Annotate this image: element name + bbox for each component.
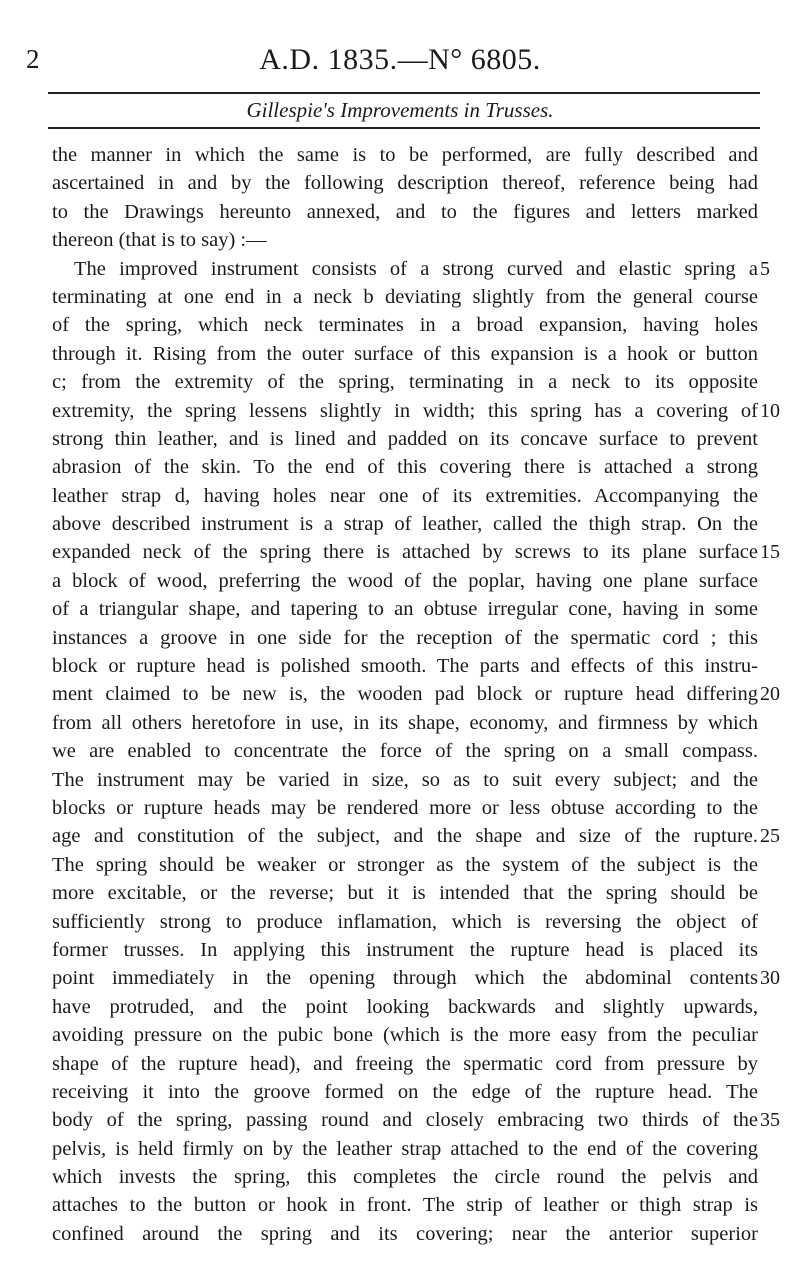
line-text: leather strap d, having holes near one of its extremities. Accompanying the: [52, 484, 758, 507]
text-line: [52, 709, 772, 737]
line-text: to the Drawings hereunto annexed, and to the figures and letters marked: [52, 200, 758, 223]
text-line: [52, 766, 772, 794]
text-line: [52, 595, 772, 623]
line-text: avoiding pressure on the pubic bone (which is the more easy from the peculiar: [52, 1024, 758, 1047]
line-text: thereon (that is to say) :—: [52, 229, 267, 252]
line-text: age and constitution of the subject, and the shape and size of the rupture.: [52, 825, 758, 848]
line-text: through it. Rising from the outer surface of this expansion is a hook or button: [52, 342, 758, 365]
line-text: extremity, the spring lessens slightly in width; this spring has a covering of: [52, 399, 758, 422]
line-text: instances a groove in one side for the reception of the spermatic cord ; this: [52, 626, 758, 649]
line-number: 15: [760, 541, 780, 564]
line-number: 20: [760, 683, 780, 706]
page-number: 2: [26, 44, 40, 74]
line-text: we are enabled to concentrate the force of the spring on a small compass.: [52, 740, 758, 763]
line-text: ascertained in and by the following description thereof, reference being had: [52, 172, 758, 195]
line-text: above described instrument is a strap of leather, called the thigh strap. On the: [52, 513, 758, 536]
line-text: which invests the spring, this completes the circle round the pelvis and: [52, 1166, 758, 1189]
line-text: block or rupture head is polished smooth. The parts and effects of this instru-: [52, 655, 758, 678]
body-text: [52, 141, 780, 1248]
text-line: [52, 141, 772, 169]
text-line: [52, 1021, 772, 1049]
line-number: 25: [760, 825, 780, 848]
page-title: A.D. 1835.—N° 6805.: [259, 43, 541, 76]
text-line: [52, 1163, 772, 1191]
text-line: [52, 652, 772, 680]
line-text: ment claimed to be new is, the wooden pad block or rupture head differing: [52, 683, 758, 706]
line-text: from all others heretofore in use, in its shape, economy, and firmness by which: [52, 711, 758, 734]
line-text: the manner in which the same is to be performed, are fully described and: [52, 144, 758, 166]
line-number: 5: [760, 257, 770, 280]
line-text: more excitable, or the reverse; but it is intended that the spring should be: [52, 882, 758, 905]
text-line: [52, 908, 772, 936]
text-line: [52, 851, 772, 879]
text-line: [52, 255, 772, 283]
line-text: receiving it into the groove formed on the edge of the rupture head. The: [52, 1080, 758, 1103]
line-text: c; from the extremity of the spring, terminating in a neck to its opposite: [52, 371, 758, 394]
line-text: shape of the rupture head), and freeing the spermatic cord from pressure by: [52, 1052, 758, 1075]
line-text: The improved instrument consists of a strong curved and elastic spring a: [74, 257, 758, 280]
line-text: The spring should be weaker or stronger as the system of the subject is the: [52, 853, 758, 876]
text-line: [52, 993, 772, 1021]
line-text: The instrument may be varied in size, so as to suit every subject; and the: [52, 768, 758, 791]
text-line: [52, 283, 772, 311]
line-text: confined around the spring and its covering; near the anterior superior: [52, 1222, 758, 1245]
text-line: [52, 567, 772, 595]
text-line: [52, 1106, 780, 1134]
line-number: 35: [760, 1109, 780, 1132]
text-line: [52, 198, 772, 226]
line-text: strong thin leather, and is lined and padded on its concave surface to prevent: [52, 427, 758, 450]
line-text: abrasion of the skin. To the end of this covering there is attached a strong: [52, 456, 758, 479]
text-line: [52, 482, 772, 510]
text-line: [52, 624, 772, 652]
text-line: [52, 1050, 772, 1078]
line-number: 10: [760, 399, 780, 422]
line-text: of the spring, which neck terminates in a broad expansion, having holes: [52, 314, 758, 337]
text-line: [52, 1191, 772, 1219]
text-line: [52, 226, 772, 254]
line-text: expanded neck of the spring there is attached by screws to its plane surface: [52, 541, 758, 564]
text-line: [52, 822, 780, 850]
text-line: [52, 340, 772, 368]
running-subtitle: Gillespie's Improvements in Trusses.: [246, 98, 554, 122]
line-text: a block of wood, preferring the wood of the poplar, having one plane surface: [52, 569, 758, 592]
text-line: [52, 397, 780, 425]
line-text: attaches to the button or hook in front. The strip of leather or thigh strap is: [52, 1194, 758, 1217]
text-line: [52, 169, 772, 197]
header-rule-bottom: [48, 127, 760, 129]
text-line: [52, 311, 772, 339]
line-text: pelvis, is held firmly on by the leather strap attached to the end of the covering: [52, 1137, 758, 1160]
text-line: [52, 1220, 772, 1248]
header-rule-top: [48, 92, 760, 94]
line-text: former trusses. In applying this instrument the rupture head is placed its: [52, 938, 758, 961]
text-line: [52, 1135, 772, 1163]
text-line: [52, 453, 772, 481]
line-text: have protruded, and the point looking backwards and slightly upwards,: [52, 995, 758, 1018]
text-line: [52, 510, 772, 538]
text-line: [52, 879, 772, 907]
line-text: body of the spring, passing round and closely embracing two thirds of the: [52, 1109, 758, 1132]
line-text: of a triangular shape, and tapering to an obtuse irregular cone, having in some: [52, 598, 758, 621]
text-line: [52, 368, 772, 396]
text-line: [52, 936, 772, 964]
line-text: sufficiently strong to produce inflamation, which is reversing the object of: [52, 910, 758, 933]
text-line: [52, 737, 772, 765]
text-line: [52, 425, 772, 453]
line-text: blocks or rupture heads may be rendered more or less obtuse according to the: [52, 796, 758, 819]
line-number: 30: [760, 967, 780, 990]
text-line: [52, 1078, 772, 1106]
text-line: [52, 794, 772, 822]
text-line: [52, 964, 780, 992]
text-line: [52, 680, 780, 708]
line-text: terminating at one end in a neck b deviating slightly from the general course: [52, 285, 758, 308]
text-line: [52, 538, 780, 566]
line-text: point immediately in the opening through which the abdominal contents: [52, 967, 758, 990]
